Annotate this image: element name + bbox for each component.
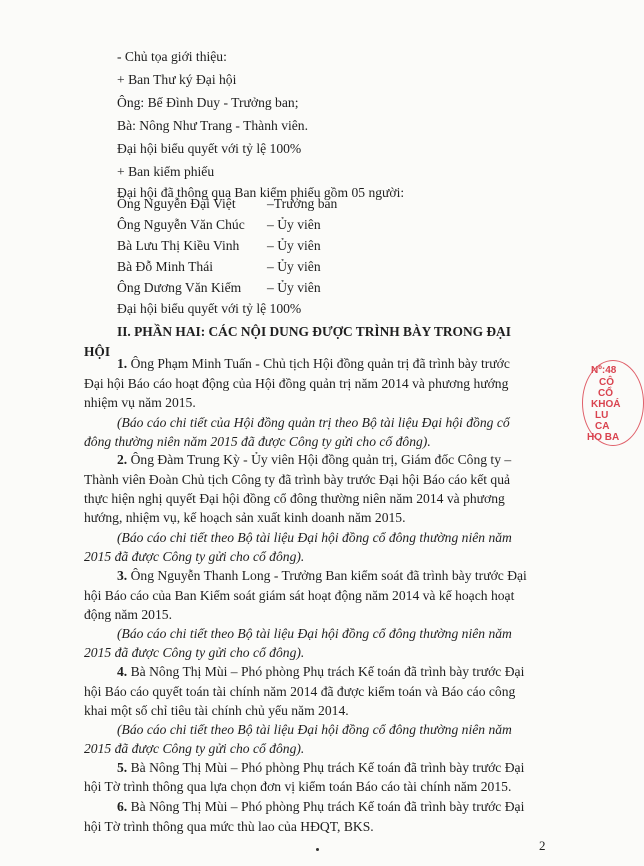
- item-line: khai một số chỉ tiêu tài chính chủ yếu năm 2014.: [84, 703, 349, 718]
- intro-line: Ông: Bế Đình Duy - Trưởng ban;: [117, 95, 299, 110]
- section-heading: II. PHẦN HAI: CÁC NỘI DUNG ĐƯỢC TRÌNH BÀY TRONG ĐẠI: [117, 324, 511, 339]
- stamp-text: CÔ: [599, 377, 614, 388]
- item-text: Bà Nông Thị Mùi – Phó phòng Phụ trách Kế toán đã trình bày trước Đại: [127, 760, 525, 775]
- stamp-text: LU: [595, 410, 609, 421]
- member-name: Ông Dương Văn Kiếm: [117, 280, 242, 295]
- item-note: 2015 đã được Công ty gửi cho cổ đông).: [84, 549, 305, 564]
- stamp-text: Nº:48: [591, 365, 617, 376]
- member-name: Ông Nguyễn Đại Việt: [117, 196, 236, 211]
- item-line: [117, 567, 527, 585]
- item-line: hội Tờ trình thông qua mức thù lao của HĐQT, BKS.: [84, 819, 374, 834]
- item-line: Thành viên Đoàn Chủ tịch Công ty đã trình bày trước Đại hội Báo cáo kết quả: [84, 472, 511, 487]
- item-line: [117, 451, 511, 469]
- member-role: –Trưởng ban: [267, 196, 338, 211]
- item-number: 3.: [117, 568, 128, 583]
- item-line: động năm 2015.: [84, 607, 172, 622]
- item-text: Bà Nông Thị Mùi – Phó phòng Phụ trách Kế toán đã trình bày trước Đại: [127, 799, 525, 814]
- member-row: [117, 258, 321, 276]
- stamp-text: KHOÁ: [591, 399, 621, 410]
- item-line: thực hiện nghị quyết Đại hội đồng cổ đông thường niên năm 2014 và phương: [84, 491, 505, 506]
- page-dot: [316, 848, 319, 851]
- item-text: Ông Đàm Trung Kỳ - Ủy viên Hội đồng quản trị, Giám đốc Công ty –: [127, 452, 512, 467]
- stamp-text: HO BA: [587, 432, 620, 443]
- item-note: (Báo cáo chi tiết theo Bộ tài liệu Đại hội đồng cổ đông thường niên năm: [117, 530, 512, 545]
- page-number: 2: [539, 838, 546, 853]
- item-text: Ông Nguyễn Thanh Long - Trưởng Ban kiểm soát đã trình bày trước Đại: [127, 568, 527, 583]
- member-role: – Ủy viên: [267, 238, 321, 253]
- item-note: (Báo cáo chi tiết theo Bộ tài liệu Đại hội đồng cổ đông thường niên năm: [117, 626, 512, 641]
- item-text: Bà Nông Thị Mùi – Phó phòng Phụ trách Kế toán đã trình bày trước Đại: [127, 664, 525, 679]
- item-line: hội Tờ trình thông qua lựa chọn đơn vị kiểm toán Báo cáo tài chính năm 2015.: [84, 779, 512, 794]
- item-line: nhiệm vụ năm 2015.: [84, 395, 196, 410]
- member-name: Bà Lưu Thị Kiều Vinh: [117, 238, 240, 253]
- member-name: Bà Đỗ Minh Thái: [117, 259, 214, 274]
- intro-line: + Ban kiểm phiếu: [117, 164, 215, 179]
- item-note: 2015 đã được Công ty gửi cho cổ đông).: [84, 741, 305, 756]
- intro-line: Bà: Nông Như Trang - Thành viên.: [117, 118, 309, 133]
- member-role: – Ủy viên: [267, 280, 321, 295]
- intro-line: - Chủ tọa giới thiệu:: [117, 49, 227, 64]
- intro-line: Đại hội biểu quyết với tỷ lệ 100%: [117, 141, 302, 156]
- company-stamp: [582, 360, 644, 446]
- member-role: – Ủy viên: [267, 259, 321, 274]
- item-number: 4.: [117, 664, 128, 679]
- item-number: 6.: [117, 799, 128, 814]
- stamp-text: CỔ: [598, 388, 613, 399]
- member-row: [117, 216, 321, 234]
- item-number: 5.: [117, 760, 128, 775]
- item-number: 2.: [117, 452, 128, 467]
- intro-line: + Ban Thư ký Đại hội: [117, 72, 237, 87]
- item-line: hội Báo cáo của Ban Kiểm soát giám sát hoạt động năm 2014 và kế hoạch hoạt: [84, 588, 515, 603]
- member-name: Ông Nguyễn Văn Chúc: [117, 217, 245, 232]
- intro-line: Đại hội đã thông qua Ban kiểm phiếu gồm 05 người:: [117, 185, 405, 200]
- item-line: Đại hội Báo cáo hoạt động của Hội đồng quản trị năm 2014 và phương hướng: [84, 376, 509, 391]
- member-row: [117, 195, 337, 213]
- item-line: hướng, nhiệm vụ, kế hoạch sản xuất kinh doanh năm 2015.: [84, 510, 406, 525]
- item-number: 1.: [117, 356, 128, 371]
- item-line: [117, 798, 524, 816]
- item-line: [117, 355, 510, 373]
- item-note: đông thường niên năm 2015 đã được Công ty gửi cho cổ đông).: [84, 434, 431, 449]
- section-heading: HỘI: [84, 344, 111, 359]
- member-role: – Ủy viên: [267, 217, 321, 232]
- item-note: 2015 đã được Công ty gửi cho cổ đông).: [84, 645, 305, 660]
- member-row: [117, 279, 321, 297]
- item-line: hội Báo cáo quyết toán tài chính năm 2014 đã được kiểm toán và Báo cáo công: [84, 684, 516, 699]
- item-line: [117, 663, 524, 681]
- stamp-text: CA: [595, 421, 610, 432]
- item-note: (Báo cáo chi tiết của Hội đồng quản trị theo Bộ tài liệu Đại hội đồng cổ: [117, 415, 510, 430]
- item-text: Ông Phạm Minh Tuấn - Chủ tịch Hội đồng quản trị đã trình bày trước: [127, 356, 510, 371]
- vote-line: Đại hội biểu quyết với tỷ lệ 100%: [117, 301, 302, 316]
- item-line: [117, 759, 524, 777]
- item-note: (Báo cáo chi tiết theo Bộ tài liệu Đại hội đồng cổ đông thường niên năm: [117, 722, 512, 737]
- member-row: [117, 237, 321, 255]
